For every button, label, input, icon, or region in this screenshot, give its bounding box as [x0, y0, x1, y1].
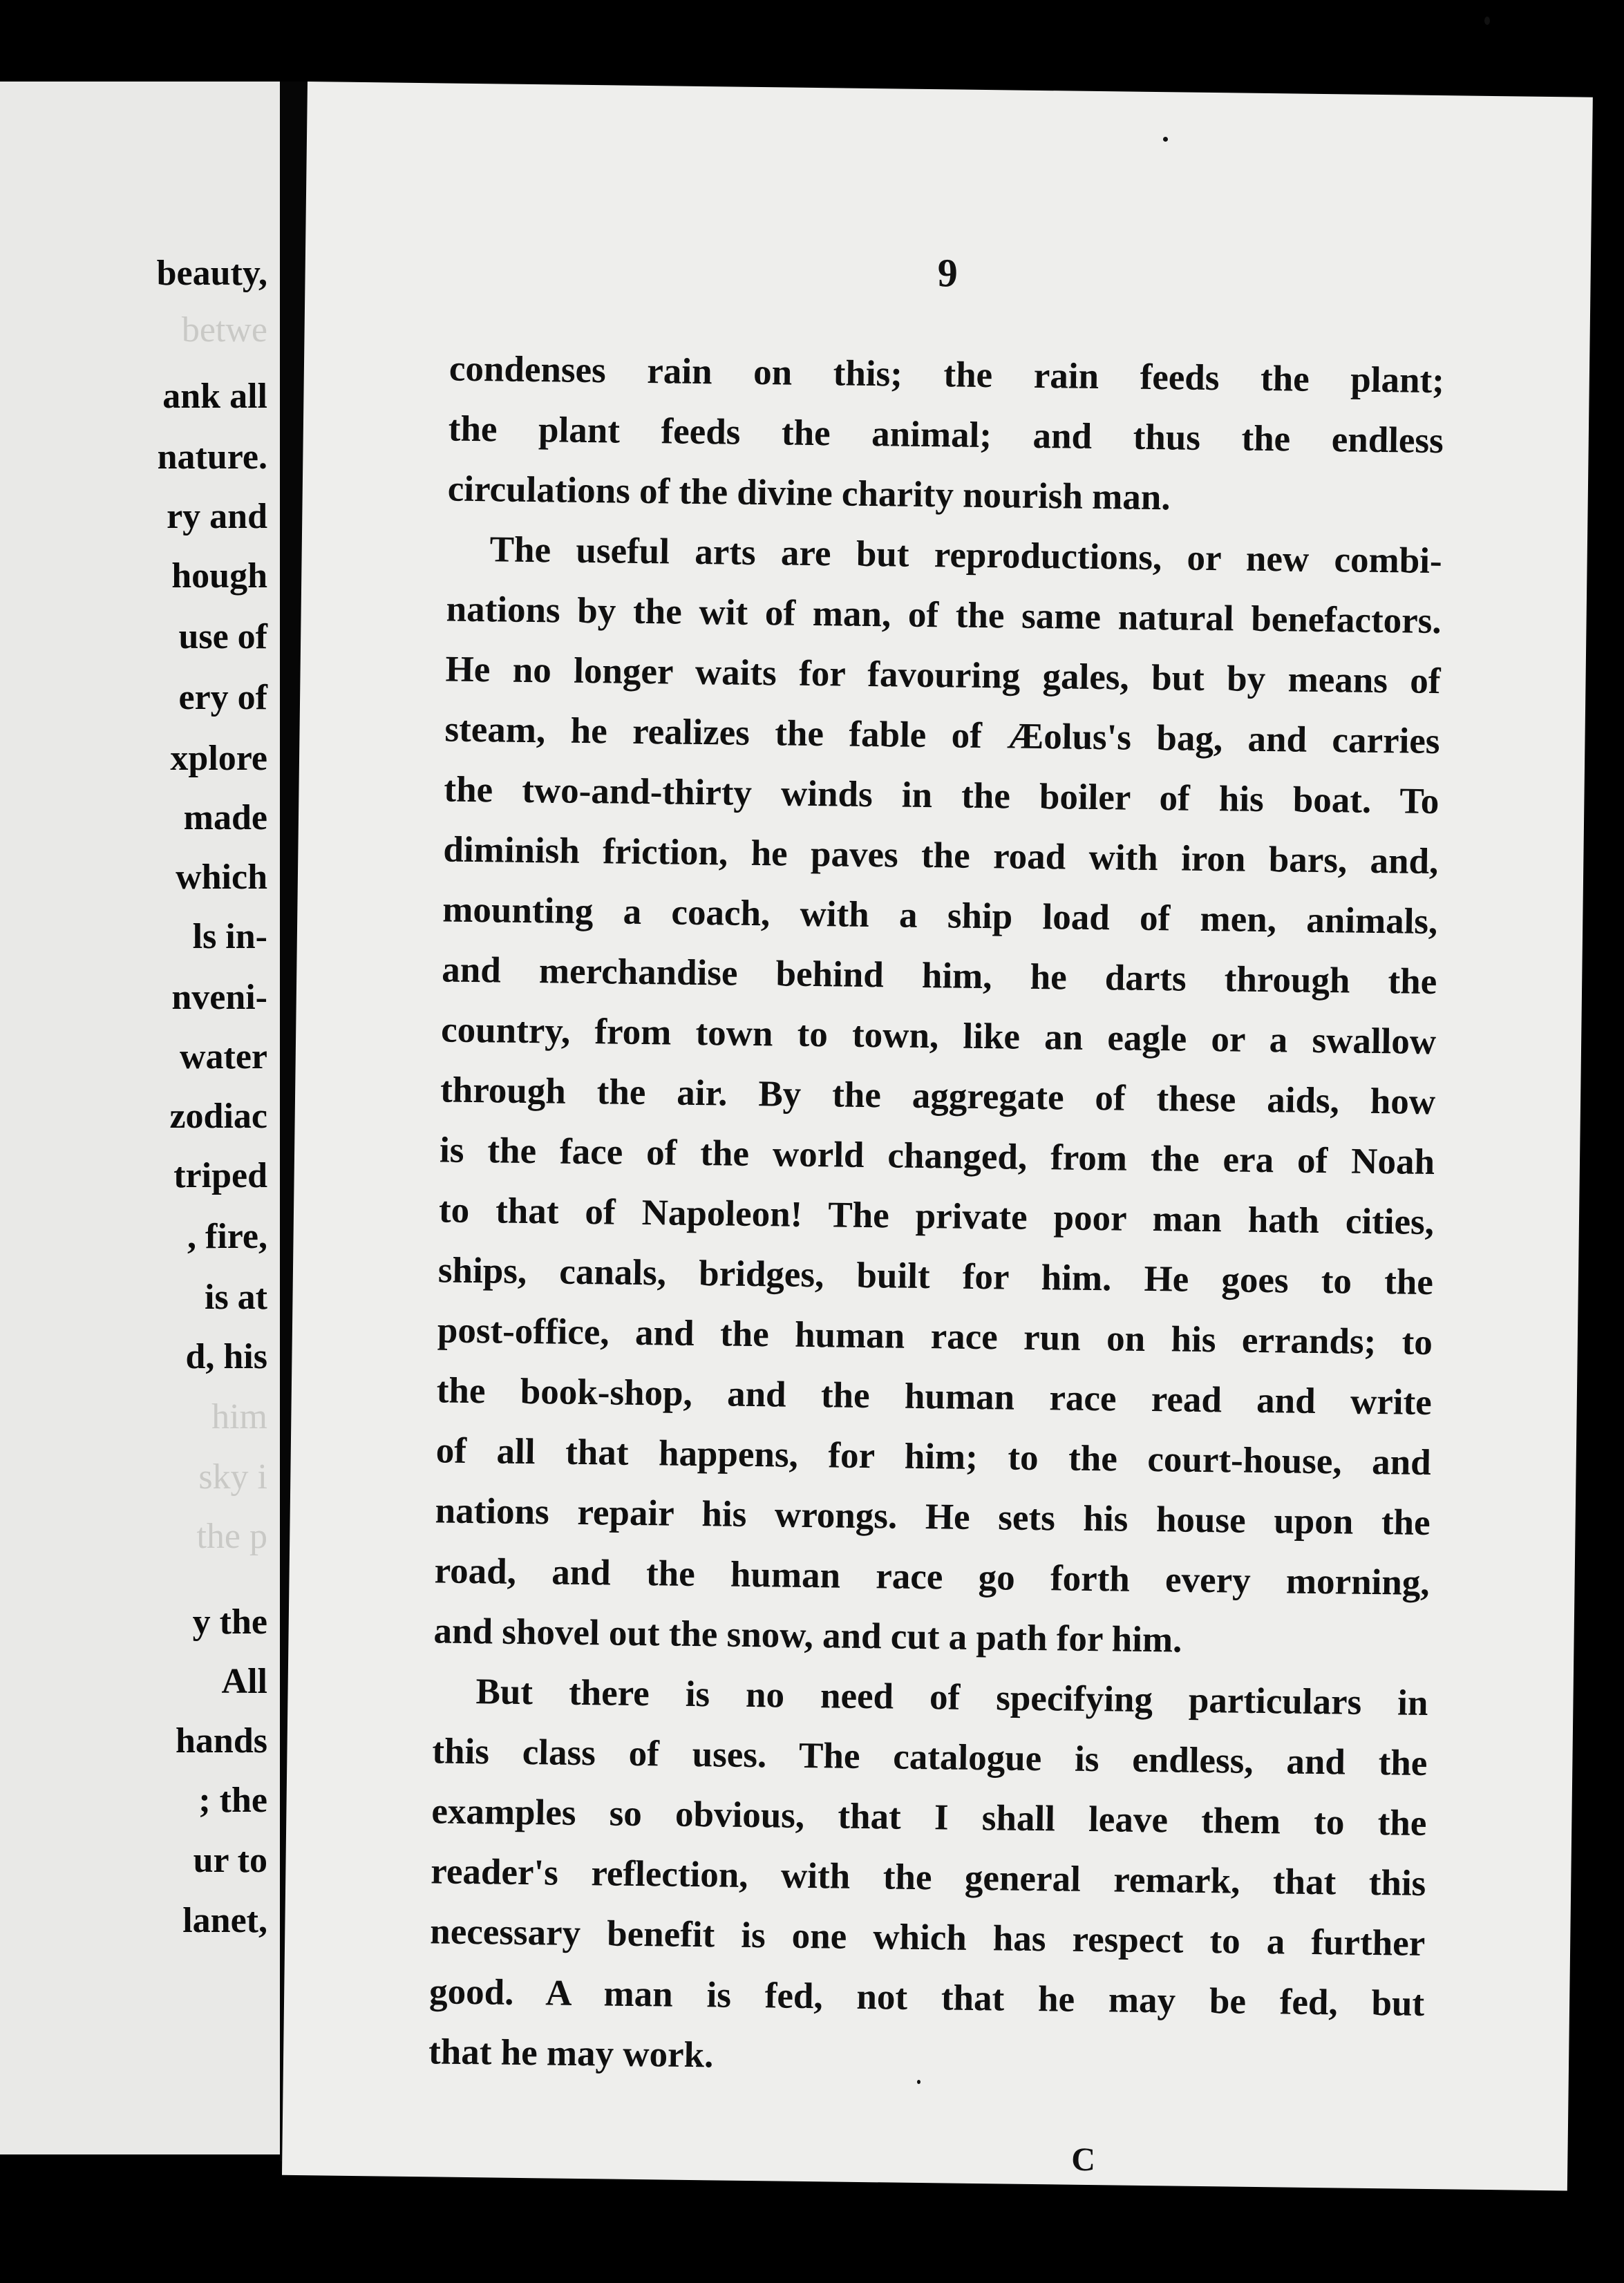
text-line: mounting a coach, with a ship load of men, animals, — [442, 889, 1438, 942]
text-line: that he may work. — [428, 2031, 714, 2076]
dust-speck — [917, 2080, 920, 2084]
left-page-line: sky i — [198, 1457, 267, 1497]
left-page-line: beauty, — [156, 254, 267, 293]
left-page-line: ur to — [193, 1841, 267, 1880]
left-page-line: is at — [205, 1278, 267, 1317]
left-page-line: , fire, — [187, 1217, 267, 1256]
text-line: He no longer waits for favouring gales, but by means of — [445, 649, 1441, 702]
text-line: circulations of the divine charity nourish man. — [447, 468, 1171, 518]
left-page-line: ry and — [167, 497, 267, 536]
text-line: this class of uses. The catalogue is endless, and the — [432, 1731, 1428, 1783]
text-line: But there is no need of specifying particulars in — [475, 1671, 1428, 1723]
right-page — [282, 82, 1593, 2190]
left-page-line: ls in- — [192, 917, 267, 956]
text-line: and merchandise behind him, he darts through the — [441, 949, 1437, 1003]
text-line: the two-and-thirty winds in the boiler of his boat. To — [444, 769, 1439, 822]
left-page-line: y the — [192, 1602, 267, 1642]
left-page-fragment — [0, 82, 280, 2154]
left-page-line: ; the — [198, 1781, 267, 1820]
left-page-line: All — [221, 1662, 267, 1701]
signature-mark: C — [1071, 2141, 1096, 2179]
text-line: reader's reflection, with the general remark, that this — [431, 1851, 1426, 1904]
left-page-line: zodiac — [169, 1097, 267, 1136]
left-page-line: triped — [173, 1156, 267, 1195]
text-line: through the air. By the aggregate of these aids, how — [440, 1070, 1436, 1123]
left-page-line: him — [211, 1397, 267, 1437]
text-line: nations repair his wrongs. He sets his house upon the — [435, 1490, 1431, 1544]
body-text — [428, 339, 1445, 2094]
text-line: examples so obvious, that I shall leave them to the — [431, 1791, 1427, 1844]
text-line: necessary benefit is one which has respect to a further — [429, 1911, 1426, 1964]
text-line: of all that happens, for him; to the court-house, and — [435, 1430, 1432, 1484]
text-line: ships, canals, bridges, built for him. He goes to the — [437, 1250, 1434, 1303]
left-page-line: made — [183, 798, 267, 837]
text-line: to that of Napoleon! The private poor man hath cities, — [438, 1190, 1435, 1243]
left-page-line: ery of — [178, 678, 267, 717]
text-line: diminish friction, he paves the road with iron bars, and, — [443, 829, 1439, 882]
text-line: nations by the wit of man, of the same natural benefactors. — [446, 589, 1442, 642]
left-page-line: lanet, — [182, 1901, 267, 1940]
text-line: and shovel out the snow, and cut a path for him. — [433, 1611, 1182, 1660]
text-line: The useful arts are but reproductions, or new combi- — [489, 529, 1442, 582]
text-line: country, from town to town, like an eagle or a swallow — [440, 1010, 1437, 1063]
left-page-line: hough — [171, 556, 267, 596]
text-line: steam, he realizes the fable of Æolus's bag, and carries — [444, 709, 1440, 762]
left-page-line: water — [179, 1037, 267, 1077]
text-line: road, and the human race go forth every morning, — [434, 1551, 1430, 1603]
left-page-line: ank all — [162, 377, 267, 416]
text-line: is the face of the world changed, from the era of Noah — [439, 1130, 1435, 1183]
text-line: the book-shop, and the human race read and write — [436, 1370, 1433, 1423]
left-page-line: which — [176, 858, 267, 897]
left-page-line: nveni- — [171, 978, 267, 1017]
left-page-line: hands — [176, 1721, 267, 1761]
left-page-line: nature. — [157, 437, 267, 477]
left-page-line: xplore — [170, 739, 267, 778]
dust-speck — [1163, 137, 1168, 142]
text-line: the plant feeds the animal; and thus the endless — [448, 408, 1444, 462]
left-page-line: d, his — [185, 1337, 267, 1376]
text-line: good. A man is fed, not that he may be fed, but — [428, 1971, 1425, 2024]
text-line: condenses rain on this; the rain feeds the plant; — [449, 348, 1445, 401]
left-page-line: use of — [178, 617, 267, 656]
left-page-line: betwe — [181, 310, 267, 350]
text-line: post-office, and the human race run on his errands; to — [437, 1310, 1433, 1363]
left-page-line: the p — [196, 1517, 267, 1556]
dust-speck — [1484, 17, 1490, 25]
page-number: 9 — [937, 250, 959, 296]
